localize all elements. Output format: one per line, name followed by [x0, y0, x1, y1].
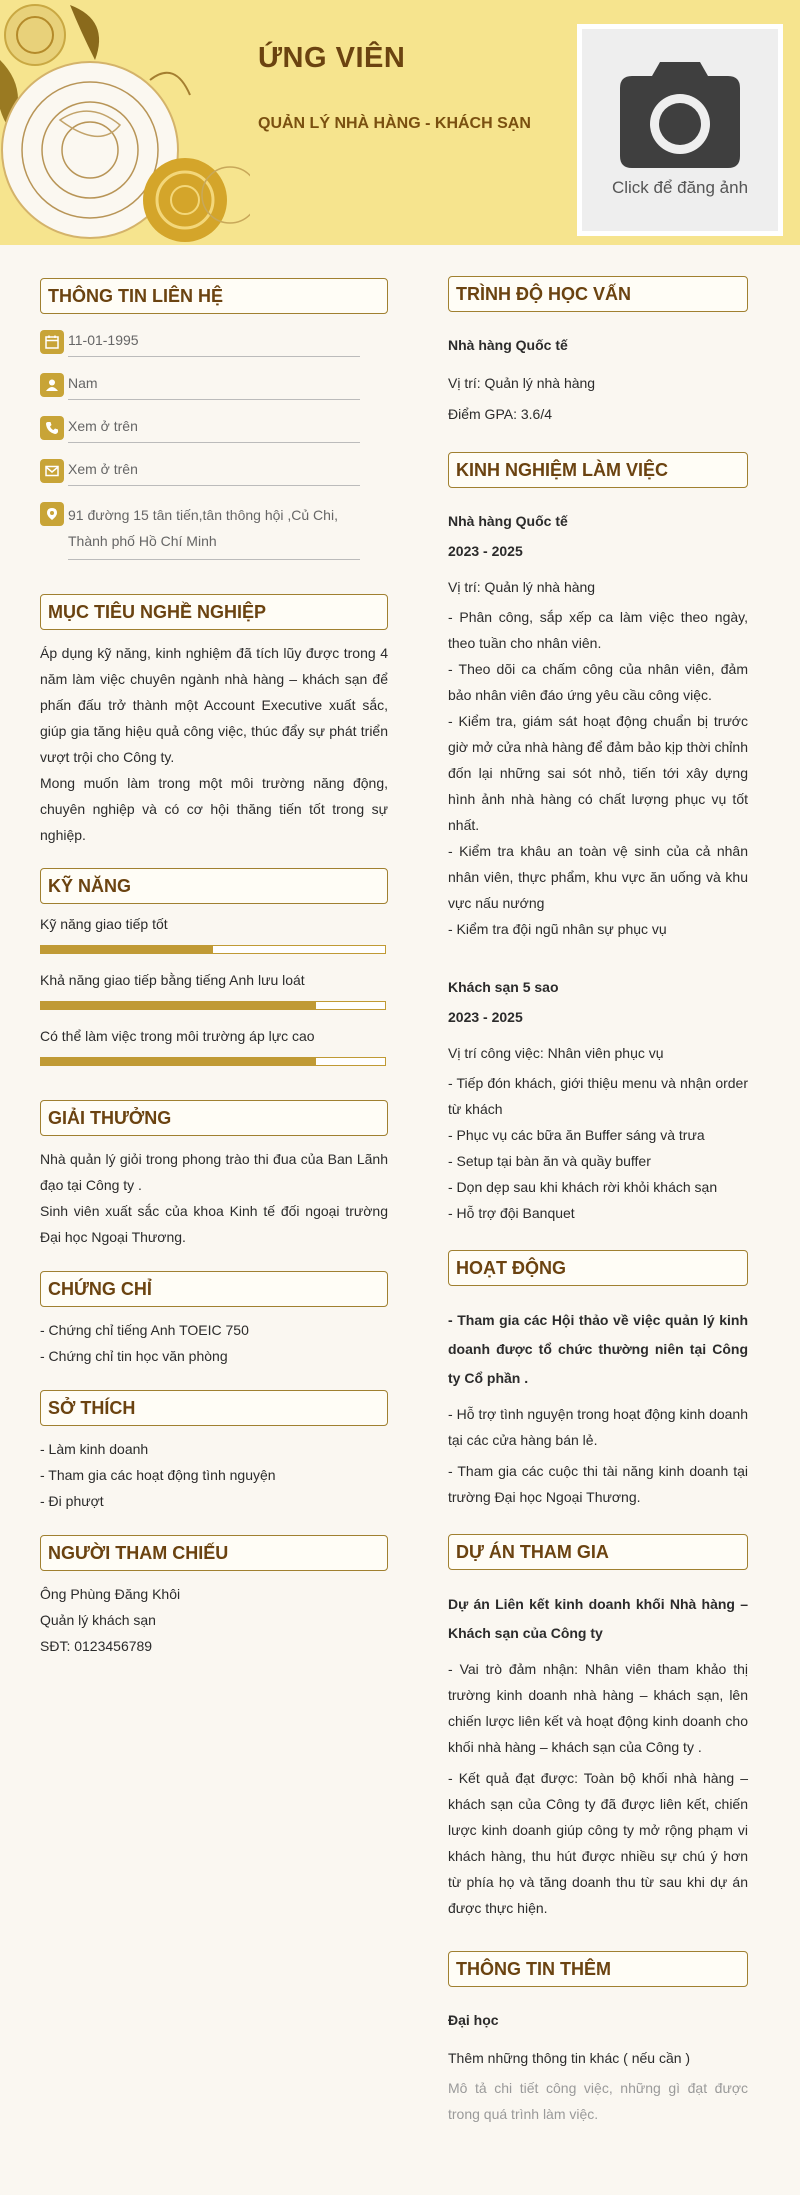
- reference-title: Quản lý khách sạn: [40, 1612, 156, 1628]
- skill-bar-fill: [41, 946, 213, 953]
- objective-section-title: MỤC TIÊU NGHỀ NGHIỆP: [40, 594, 388, 630]
- references-section-title: NGƯỜI THAM CHIẾU: [40, 1535, 388, 1571]
- job-duty: - Theo dõi ca chấm công của nhân viên, đảm bảo nhân viên đáo ứng yêu cầu công việc.: [448, 661, 748, 703]
- skill-item: [40, 1026, 388, 1066]
- phone-icon: [40, 416, 64, 440]
- objective-paragraph: Áp dụng kỹ năng, kinh nghiệm đã tích lũy được trong 4 năm làm việc chuyên ngành nhà hàng – khách sạn để phấn đấu trở thành một Account Executive xuất sắc, giúp gia tăng hiệu quả công việc, thúc đẩy sự phát triển vượt trội cho Công ty.: [40, 645, 388, 765]
- contact-section-title: THÔNG TIN LIÊN HỆ: [40, 278, 388, 314]
- education-school: Nhà hàng Quốc tế: [448, 337, 568, 353]
- photo-upload-button[interactable]: [577, 24, 783, 236]
- right-column: [448, 276, 748, 2127]
- objective-paragraph: Mong muốn làm trong một môi trường năng động, chuyên nghiệp và có cơ hội thăng tiến tốt trong sự nghiệp.: [40, 775, 388, 843]
- activity-headline: - Tham gia các Hội thảo về việc quản lý kinh doanh được tổ chức thường niên tại Công ty Cổ phần .: [448, 1312, 748, 1386]
- skill-label: Kỹ năng giao tiếp tốt: [40, 916, 168, 932]
- job-duty: - Kiểm tra khâu an toàn vệ sinh của cả nhân nhân viên, thực phẩm, khu vực ăn uống và khu vực nấu nướng: [448, 843, 748, 911]
- job-company: Khách sạn 5 sao: [448, 979, 559, 995]
- left-column: [40, 278, 388, 1659]
- awards-section-title: GIẢI THƯỞNG: [40, 1100, 388, 1136]
- reference-phone: SĐT: 0123456789: [40, 1638, 153, 1654]
- job-company: Nhà hàng Quốc tế: [448, 513, 568, 529]
- activity-item: - Hỗ trợ tình nguyện trong hoạt động kinh doanh tại các cửa hàng bán lẻ.: [448, 1406, 748, 1448]
- skill-label: Có thể làm việc trong môi trường áp lực cao: [40, 1028, 315, 1044]
- contact-row-birthday: [40, 330, 388, 357]
- contact-row-gender: [40, 373, 388, 400]
- contact-email[interactable]: Xem ở trên: [68, 459, 360, 486]
- skill-item: [40, 970, 388, 1010]
- skill-bar: [40, 1001, 386, 1010]
- job-position: Vị trí: Quản lý nhà hàng: [448, 579, 596, 595]
- project-item: - Kết quả đạt được: Toàn bộ khối nhà hàng – khách sạn của Công ty đã được liên kết, chiến lược kinh doanh giúp công ty mở rộng phạm vi khách hàng, thu hút được nhiều sự chú ý hơn từ phía họ và tăng doanh thu từ sau khi dự án được thực hiện.: [448, 1770, 748, 1916]
- job-duty: - Phân công, sắp xếp ca làm việc theo ngày, theo tuần cho nhân viên.: [448, 609, 748, 651]
- hobby-item: - Đi phượt: [40, 1493, 104, 1509]
- job-duty: - Setup tại bàn ăn và quầy buffer: [448, 1153, 651, 1169]
- job-duty: - Kiểm tra đội ngũ nhân sự phục vụ: [448, 921, 667, 937]
- contact-birthday[interactable]: 11-01-1995: [68, 330, 360, 357]
- experience-section-title: KINH NGHIỆM LÀM VIỆC: [448, 452, 748, 488]
- activities-section-title: HOẠT ĐỘNG: [448, 1250, 748, 1286]
- education-gpa: Điểm GPA: 3.6/4: [448, 406, 553, 422]
- award-item: Nhà quản lý giỏi trong phong trào thi đua của Ban Lãnh đạo tại Công ty .: [40, 1151, 388, 1193]
- extra-heading: Đại học: [448, 2012, 499, 2028]
- reference-name: Ông Phùng Đăng Khôi: [40, 1586, 181, 1602]
- hobbies-section-title: SỞ THÍCH: [40, 1390, 388, 1426]
- skill-item: [40, 914, 388, 954]
- skill-bar-fill: [41, 1002, 316, 1009]
- job-duty: - Hỗ trợ đội Banquet: [448, 1205, 575, 1221]
- candidate-name: ỨNG VIÊN: [258, 42, 406, 74]
- project-item: - Vai trò đảm nhận: Nhân viên tham khảo thị trường kinh doanh nhà hàng – khách sạn, lên chiến lược liên kết và hoạt động kinh doanh cho khối nhà hàng – khách sạn của Công ty .: [448, 1661, 748, 1755]
- skill-bar: [40, 1057, 386, 1066]
- person-icon: [40, 373, 64, 397]
- contact-row-phone: [40, 416, 388, 443]
- hobby-item: - Tham gia các hoạt động tình nguyện: [40, 1467, 276, 1483]
- certificate-item: - Chứng chỉ tin học văn phòng: [40, 1348, 228, 1364]
- skills-section-title: KỸ NĂNG: [40, 868, 388, 904]
- extra-line: Thêm những thông tin khác ( nếu cần ): [448, 2050, 691, 2066]
- job-period: 2023 - 2025: [448, 1009, 523, 1025]
- job-period: 2023 - 2025: [448, 543, 523, 559]
- activity-item: - Tham gia các cuộc thi tài năng kinh doanh tại trường Đại học Ngoại Thương.: [448, 1463, 748, 1505]
- floral-decoration: [0, 0, 250, 245]
- skill-bar: [40, 945, 386, 954]
- job-duty: - Phục vụ các bữa ăn Buffer sáng và trưa: [448, 1127, 705, 1143]
- extra-section-title: THÔNG TIN THÊM: [448, 1951, 748, 1987]
- location-icon: [40, 502, 64, 526]
- email-icon: [40, 459, 64, 483]
- project-headline: Dự án Liên kết kinh doanh khối Nhà hàng – Khách sạn của Công ty: [448, 1596, 748, 1641]
- education-position: Vị trí: Quản lý nhà hàng: [448, 375, 596, 391]
- contact-row-email: [40, 459, 388, 486]
- certificate-item: - Chứng chỉ tiếng Anh TOEIC 750: [40, 1322, 249, 1338]
- candidate-role: QUẢN LÝ NHÀ HÀNG - KHÁCH SẠN: [258, 115, 531, 132]
- education-section-title: TRÌNH ĐỘ HỌC VẤN: [448, 276, 748, 312]
- job-position: Vị trí công việc: Nhân viên phục vụ: [448, 1045, 664, 1061]
- contact-address[interactable]: 91 đường 15 tân tiến,tân thông hội ,Củ Chi, Thành phố Hồ Chí Minh: [68, 502, 360, 560]
- contact-row-address: [40, 502, 388, 560]
- cv-header: [0, 0, 800, 245]
- calendar-icon: [40, 330, 64, 354]
- projects-section-title: DỰ ÁN THAM GIA: [448, 1534, 748, 1570]
- job-duty: - Kiểm tra, giám sát hoạt động chuẩn bị trước giờ mở cửa nhà hàng để đảm bảo kịp thời chỉnh đốn lại những sai sót nhỏ, tiến tới xây dựng hình ảnh nhà hàng có chất lượng phục vụ tốt nhất.: [448, 713, 748, 833]
- extra-placeholder[interactable]: Mô tả chi tiết công việc, những gì đạt được trong quá trình làm việc.: [448, 2080, 748, 2122]
- certificates-section-title: CHỨNG CHỈ: [40, 1271, 388, 1307]
- photo-caption: Click để đăng ảnh: [611, 178, 749, 197]
- award-item: Sinh viên xuất sắc của khoa Kinh tế đối ngoại trường Đại học Ngoại Thương.: [40, 1203, 388, 1245]
- job-duty: - Tiếp đón khách, giới thiệu menu và nhận order từ khách: [448, 1075, 748, 1117]
- contact-phone[interactable]: Xem ở trên: [68, 416, 360, 443]
- skill-bar-fill: [41, 1058, 316, 1065]
- contact-gender[interactable]: Nam: [68, 373, 360, 400]
- skill-label: Khả năng giao tiếp bằng tiếng Anh lưu loát: [40, 972, 305, 988]
- camera-icon: [620, 62, 740, 168]
- hobby-item: - Làm kinh doanh: [40, 1441, 149, 1457]
- job-duty: - Dọn dẹp sau khi khách rời khỏi khách sạn: [448, 1179, 718, 1195]
